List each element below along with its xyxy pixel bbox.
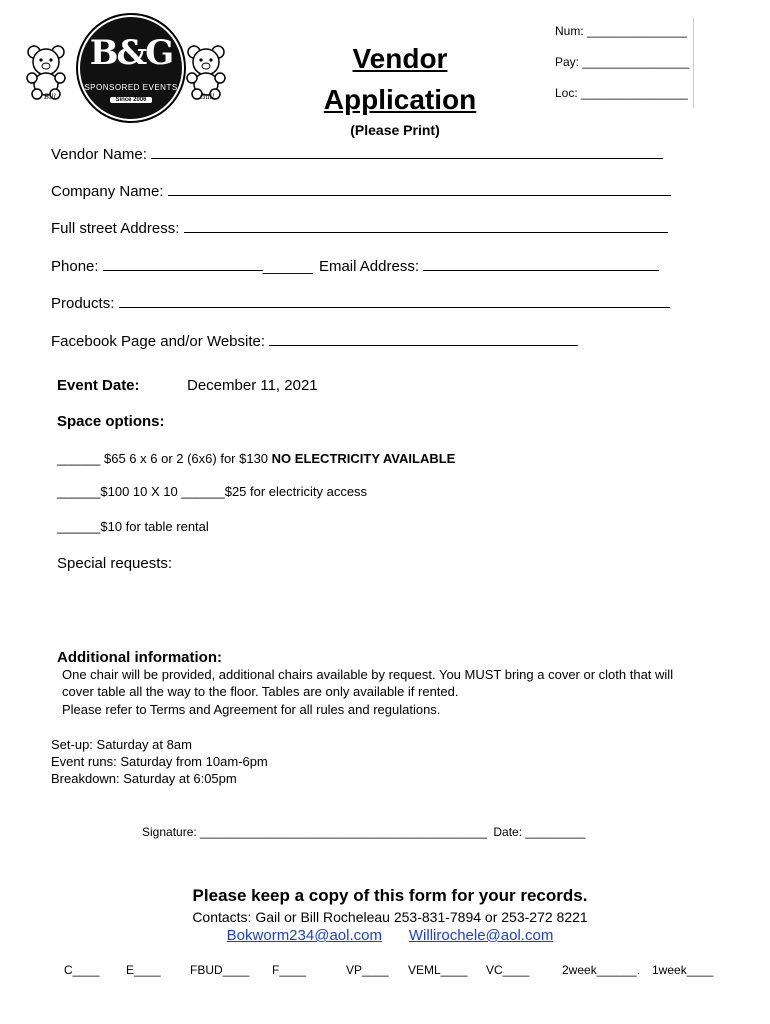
code-veml: VEML____ bbox=[408, 963, 468, 977]
office-pay: Pay: ________________ bbox=[555, 55, 690, 69]
bear-left-name: Bill bbox=[44, 93, 56, 101]
space-option-6x6-text: ______ $65 6 x 6 or 2 (6x6) for $130 bbox=[57, 451, 272, 466]
phone-field[interactable] bbox=[103, 256, 263, 271]
facebook-label: Facebook Page and/or Website: bbox=[51, 333, 266, 350]
date-label: Date: bbox=[493, 825, 523, 839]
signature-row bbox=[142, 825, 585, 839]
event-date-value: December 11, 2021 bbox=[187, 377, 318, 394]
company-name-label: Company Name: bbox=[51, 183, 164, 200]
email-link-1[interactable]: Bokworm234@aol.com bbox=[226, 927, 382, 944]
space-option-10x10[interactable]: ______$100 10 X 10 ______$25 for electricity access bbox=[57, 484, 368, 499]
phone-field-trail: ______ bbox=[262, 258, 313, 275]
logo-emblem bbox=[78, 15, 184, 121]
code-2week: 2week______. bbox=[562, 963, 641, 977]
company-name-row bbox=[51, 181, 671, 200]
email-link-2[interactable]: Willirochele@aol.com bbox=[408, 927, 554, 944]
contact-emails bbox=[0, 927, 770, 945]
phone-email-row bbox=[51, 256, 659, 275]
logo-since: Since 2006 bbox=[110, 97, 152, 103]
street-address-field[interactable] bbox=[184, 218, 668, 233]
please-print-note: (Please Print) bbox=[350, 122, 440, 138]
code-c: C____ bbox=[64, 963, 100, 977]
products-field[interactable] bbox=[119, 293, 670, 308]
vendor-name-row bbox=[51, 144, 663, 163]
code-e: E____ bbox=[126, 963, 161, 977]
vendor-name-label: Vendor Name: bbox=[51, 146, 147, 163]
teddy-bear-left-icon bbox=[22, 44, 70, 100]
space-option-table[interactable]: ______$10 for table rental bbox=[57, 519, 209, 534]
email-field[interactable] bbox=[423, 256, 659, 271]
page-title-line2: Application bbox=[323, 84, 477, 115]
logo-subtitle: SPONSORED EVENTS bbox=[84, 83, 178, 92]
code-vc: VC____ bbox=[486, 963, 530, 977]
office-use-divider bbox=[693, 18, 694, 108]
logo-brand: B&G bbox=[89, 33, 173, 73]
page-title-line1: Vendor bbox=[352, 43, 448, 74]
contacts-line: Contacts: Gail or Bill Rocheleau 253-831-7894 or 253-272 8221 bbox=[192, 909, 588, 925]
bear-right-name: Gail bbox=[200, 93, 215, 101]
space-option-6x6[interactable] bbox=[57, 451, 455, 466]
code-f: F____ bbox=[272, 963, 307, 977]
event-date-label: Event Date: bbox=[57, 377, 140, 394]
teddy-bear-right-icon bbox=[182, 44, 230, 100]
code-1week: 1week____ bbox=[652, 963, 714, 977]
company-name-field[interactable] bbox=[168, 181, 671, 196]
keep-copy-note: Please keep a copy of this form for your records. bbox=[192, 886, 588, 905]
street-address-row bbox=[51, 218, 668, 237]
breakdown-time: Breakdown: Saturday at 6:05pm bbox=[51, 771, 237, 786]
logo bbox=[0, 0, 260, 130]
additional-info-line2: cover table all the way to the floor. Tables are only available if rented. bbox=[62, 684, 459, 699]
office-num: Num: _______________ bbox=[555, 24, 688, 38]
email-label: Email Address: bbox=[318, 258, 419, 275]
setup-time: Set-up: Saturday at 8am bbox=[51, 737, 192, 752]
products-label: Products: bbox=[51, 295, 115, 312]
facebook-field[interactable] bbox=[269, 331, 578, 346]
special-requests-area[interactable] bbox=[57, 578, 707, 638]
signature-label: Signature: bbox=[142, 825, 197, 839]
street-address-label: Full street Address: bbox=[51, 220, 180, 237]
phone-label: Phone: bbox=[51, 258, 99, 275]
no-electricity-note: NO ELECTRICITY AVAILABLE bbox=[271, 451, 456, 466]
code-vp: VP____ bbox=[346, 963, 389, 977]
additional-info-line1: One chair will be provided, additional chairs available by request. You MUST bring a cover or cloth that will bbox=[62, 667, 674, 682]
signature-field[interactable]: ___________________________________________ bbox=[200, 825, 488, 839]
space-options-heading: Space options: bbox=[57, 413, 165, 430]
date-field[interactable]: _________ bbox=[525, 825, 586, 839]
special-requests-label: Special requests: bbox=[57, 555, 173, 572]
additional-info-line3: Please refer to Terms and Agreement for all rules and regulations. bbox=[62, 702, 441, 717]
facebook-row bbox=[51, 331, 578, 350]
products-row bbox=[51, 293, 670, 312]
event-runs-time: Event runs: Saturday from 10am-6pm bbox=[51, 754, 268, 769]
code-fbud: FBUD____ bbox=[190, 963, 250, 977]
additional-info-heading: Additional information: bbox=[57, 649, 222, 666]
vendor-name-field[interactable] bbox=[151, 144, 663, 159]
office-loc: Loc: ________________ bbox=[555, 86, 688, 100]
